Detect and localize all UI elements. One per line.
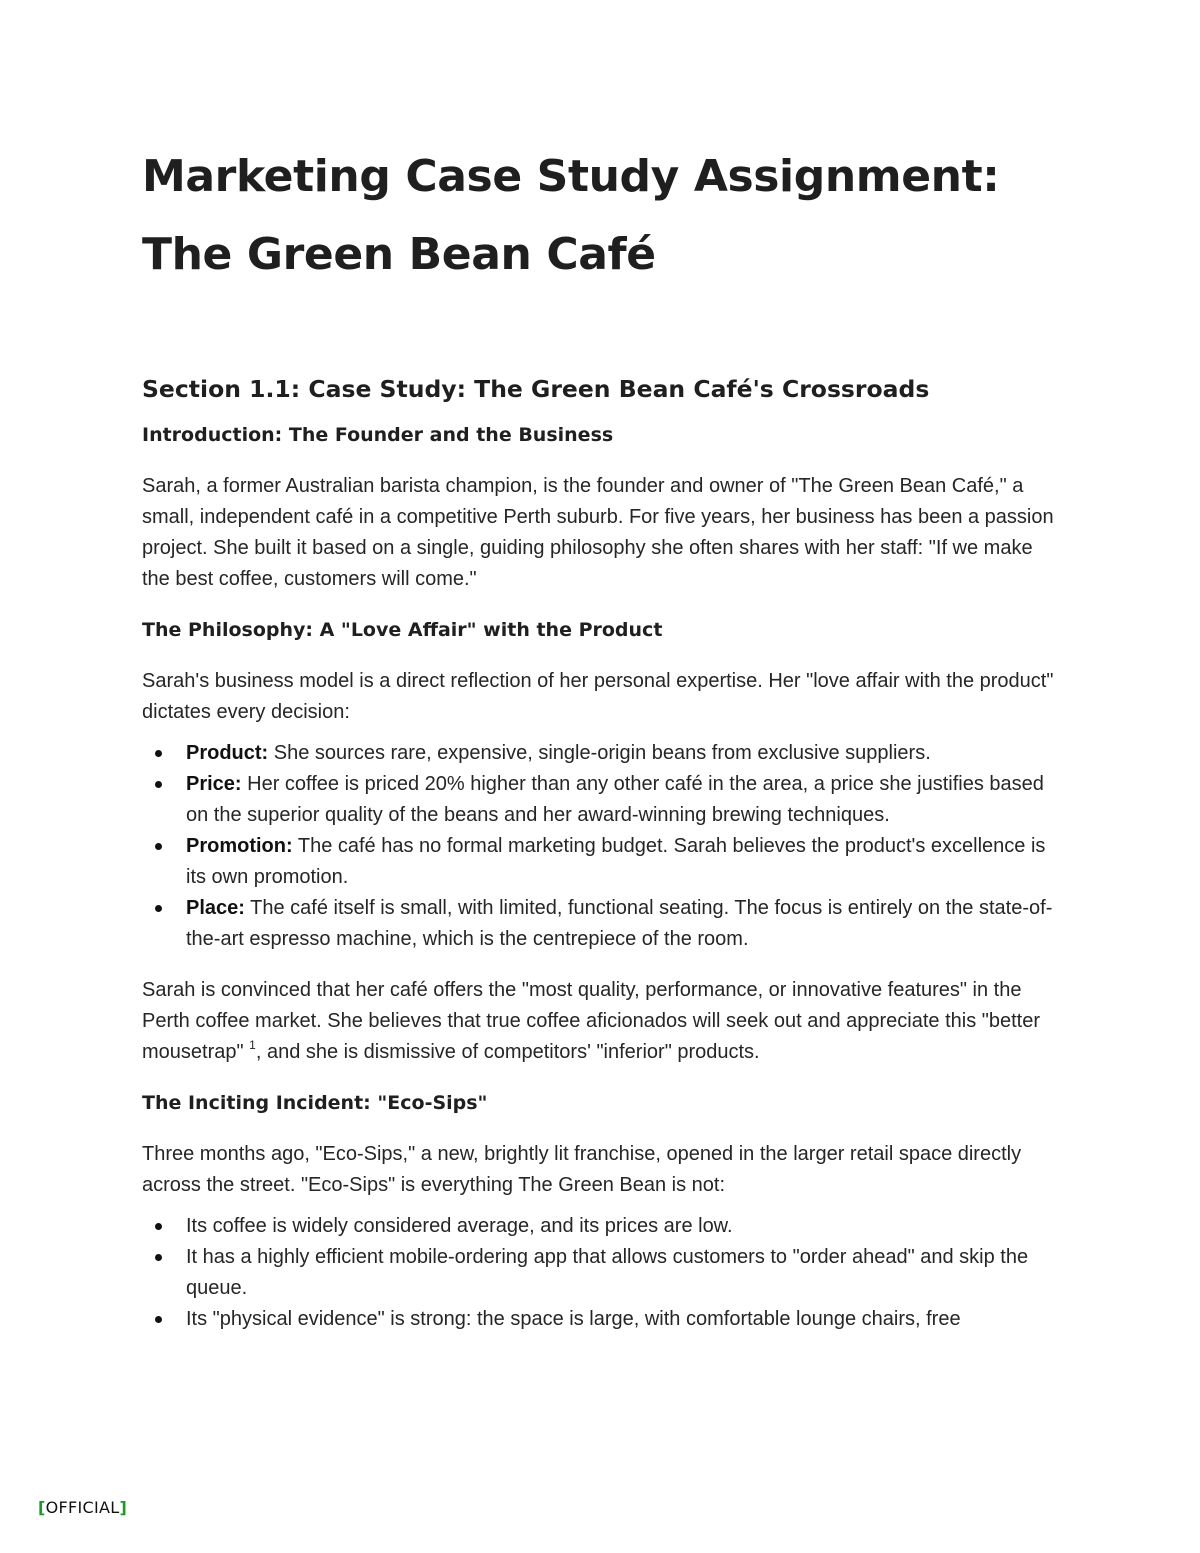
intro-paragraph: Sarah, a former Australian barista champion, is the founder and owner of "The Green Bean Café," a small, independent café in a competitive Perth suburb. For five years, her business has been a passion project. She built it based on a single, guiding philosophy she often shares with her staff: "If we make the best coffee, customers will come."	[142, 475, 1054, 590]
document-body	[142, 138, 1062, 1335]
competitor-list	[142, 1211, 1062, 1335]
bullet-icon	[155, 1254, 162, 1261]
closing-text-after: , and she is dismissive of competitors' "inferior" products.	[255, 1041, 760, 1063]
list-item-label: Product:	[186, 742, 269, 764]
list-item-text: She sources rare, expensive, single-origin beans from exclusive suppliers.	[268, 742, 931, 764]
marketing-mix-list	[142, 738, 1062, 955]
incident-paragraph: Three months ago, "Eco-Sips," a new, brightly lit franchise, opened in the larger retail space directly across the street. "Eco-Sips" is everything The Green Bean is not:	[142, 1143, 1022, 1196]
intro-heading: Introduction: The Founder and the Business	[142, 424, 614, 446]
list-item-text: Her coffee is priced 20% higher than any other café in the area, a price she justifies based on the superior quality of the beans and her award-winning brewing techniques.	[186, 773, 1044, 826]
bracket-open: [	[38, 1498, 46, 1517]
bullet-icon	[155, 905, 162, 912]
list-item-label: Place:	[186, 897, 245, 919]
list-item-text: The café itself is small, with limited, functional seating. The focus is entirely on the state-of-the-art espresso machine, which is the centrepiece of the room.	[186, 897, 1053, 950]
closing-paragraph	[142, 975, 1062, 1068]
list-item-text: It has a highly efficient mobile-ordering app that allows customers to "order ahead" and skip the queue.	[186, 1246, 1029, 1299]
list-item-text: Its coffee is widely considered average, and its prices are low.	[186, 1215, 733, 1237]
list-item	[142, 893, 1062, 955]
list-item	[142, 1242, 1062, 1304]
bullet-icon	[155, 1223, 162, 1230]
bullet-icon	[155, 750, 162, 757]
classification-text: OFFICIAL	[45, 1498, 120, 1517]
footnote-marker[interactable]: 1	[249, 1038, 256, 1052]
list-item	[142, 831, 1062, 893]
bracket-close: ]	[119, 1498, 128, 1517]
list-item-text: The café has no formal marketing budget. Sarah believes the product's excellence is its own promotion.	[186, 835, 1046, 888]
bullet-icon	[155, 843, 162, 850]
list-item	[142, 1304, 1062, 1335]
document-title: Marketing Case Study Assignment: The Green Bean Café	[142, 151, 1000, 280]
incident-heading: The Inciting Incident: "Eco-Sips"	[142, 1092, 488, 1114]
philosophy-paragraph: Sarah's business model is a direct reflection of her personal expertise. Her "love affair with the product" dictates every decision:	[142, 670, 1054, 723]
list-item-label: Promotion:	[186, 835, 293, 857]
list-item	[142, 769, 1062, 831]
list-item-text: Its "physical evidence" is strong: the space is large, with comfortable lounge chairs, free	[186, 1308, 961, 1330]
list-item-label: Price:	[186, 773, 242, 795]
section-heading: Section 1.1: Case Study: The Green Bean Café's Crossroads	[142, 375, 930, 403]
philosophy-heading: The Philosophy: A "Love Affair" with the Product	[142, 619, 663, 641]
list-item	[142, 1211, 1062, 1242]
bullet-icon	[155, 781, 162, 788]
classification-label	[38, 1498, 127, 1518]
list-item	[142, 738, 1062, 769]
closing-text-before: Sarah is convinced that her café offers the "most quality, performance, or innovative features" in the Perth coffee market. She believes that true coffee aficionados will seek out and appreciate this "better mousetrap"	[142, 979, 1040, 1063]
bullet-icon	[155, 1316, 162, 1323]
